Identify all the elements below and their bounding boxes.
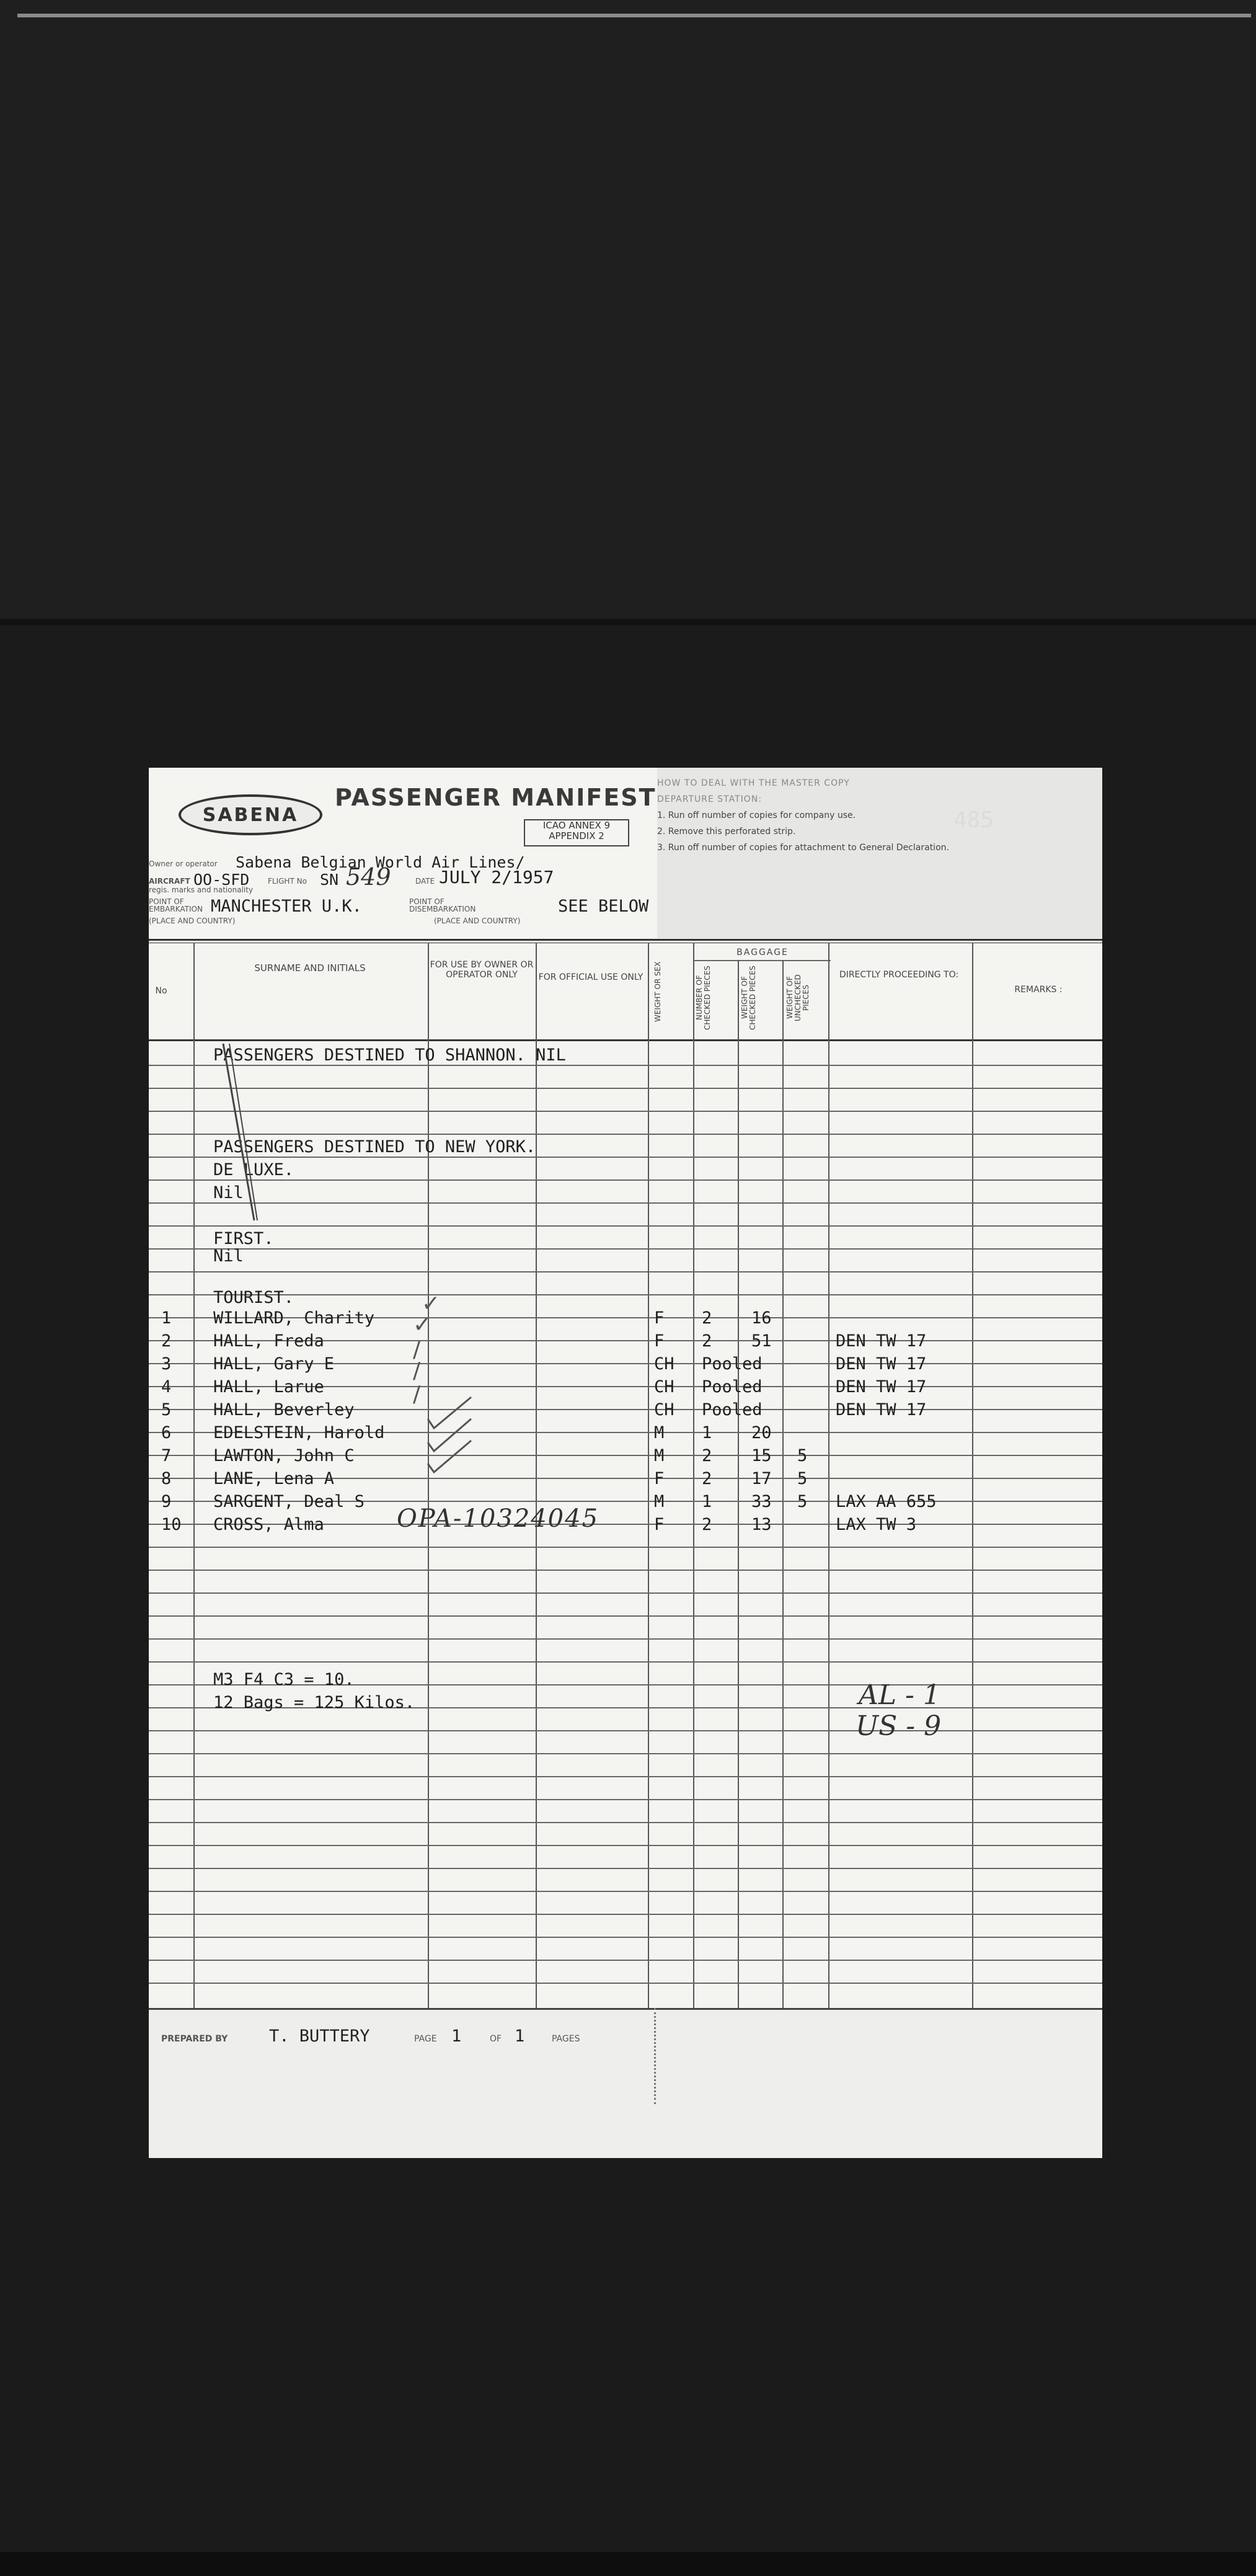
baggage-weight: 16 <box>751 1308 772 1328</box>
icao-line-1: ICAO ANNEX 9 <box>542 820 611 831</box>
col-remarks: REMARKS : <box>1014 985 1063 995</box>
passenger-sex: M <box>654 1423 665 1442</box>
proceeding-to: LAX AA 655 <box>836 1492 937 1511</box>
ruled-line <box>149 1937 1102 1938</box>
totals-line-1: M3 F4 C3 = 10. <box>213 1670 355 1689</box>
film-edge-strip <box>17 14 1251 17</box>
ruled-line <box>149 1776 1102 1777</box>
col-official-use: FOR OFFICIAL USE ONLY <box>538 972 643 982</box>
ruled-line <box>149 1570 1102 1571</box>
passenger-sex: M <box>654 1492 665 1511</box>
pages-label: PAGES <box>552 2034 580 2044</box>
baggage-unchecked: 5 <box>797 1446 808 1465</box>
baggage-unchecked: 5 <box>797 1469 808 1488</box>
baggage-pieces: 2 <box>702 1308 712 1328</box>
ruled-line <box>149 1547 1102 1548</box>
proceeding-to: DEN TW 17 <box>836 1331 927 1351</box>
embark-value: MANCHESTER U.K. <box>211 897 362 916</box>
film-bottom-edge <box>0 2552 1256 2576</box>
col-bag-number: NUMBER OF CHECKED PIECES <box>695 966 712 1030</box>
ruled-line <box>149 1799 1102 1800</box>
disembark-value: SEE BELOW <box>558 897 649 916</box>
ruled-line <box>149 1868 1102 1869</box>
film-top-frame <box>0 0 1256 620</box>
ruled-line <box>149 1134 1102 1135</box>
passenger-sex: CH <box>654 1400 674 1419</box>
ruled-line <box>149 1983 1102 1984</box>
baggage-weight: 20 <box>751 1423 772 1442</box>
instruction-line: 2. Remove this perforated strip. <box>657 827 796 837</box>
instructions-block <box>657 775 949 856</box>
ruled-line <box>149 1202 1102 1204</box>
ruled-line <box>149 1730 1102 1731</box>
aircraft-label: AIRCRAFT <box>149 877 190 886</box>
baggage-header-rule <box>694 960 831 961</box>
ruled-line <box>149 1592 1102 1594</box>
disembark-sublabel: (PLACE AND COUNTRY) <box>434 917 521 925</box>
baggage-weight: 13 <box>751 1515 772 1534</box>
section-first-nil: Nil <box>213 1246 244 1266</box>
section-deluxe-nil: Nil <box>213 1183 244 1202</box>
baggage-pieces: Pooled <box>702 1400 763 1419</box>
handwritten-passport-number: OPA-10324045 <box>397 1504 599 1533</box>
ruled-line <box>149 1891 1102 1892</box>
ruled-line <box>149 1248 1102 1250</box>
passenger-sex: F <box>654 1308 665 1328</box>
page-label: PAGE <box>414 2034 437 2044</box>
passenger-number: 10 <box>161 1515 182 1534</box>
document-title: PASSENGER MANIFEST <box>335 784 657 811</box>
flight-number: 549 <box>346 863 391 890</box>
baggage-pieces: 1 <box>702 1492 712 1511</box>
ruled-line <box>149 1845 1102 1846</box>
passenger-sex: CH <box>654 1354 674 1374</box>
section-shannon: PASSENGERS DESTINED TO SHANNON. NIL <box>213 1046 566 1065</box>
instructions-title: HOW TO DEAL WITH THE MASTER COPY <box>657 778 850 788</box>
of-label: OF <box>490 2034 502 2044</box>
baggage-pieces: Pooled <box>702 1377 763 1397</box>
flight-label: FLIGHT No <box>268 877 307 886</box>
passenger-name: LAWTON, John C <box>213 1446 355 1465</box>
passenger-sex: F <box>654 1515 665 1534</box>
baggage-weight: 15 <box>751 1446 772 1465</box>
icao-box <box>524 819 629 846</box>
baggage-pieces: 1 <box>702 1423 712 1442</box>
frame-number: 485 <box>953 807 994 833</box>
icao-line-2: APPENDIX 2 <box>549 830 604 842</box>
table-row <box>149 1400 1102 1423</box>
check-mark-icon: ✓ <box>413 1312 432 1338</box>
aircraft-sublabel: regis. marks and nationality <box>149 886 254 894</box>
footer-rule <box>149 2008 1102 2010</box>
handwritten-remark-2: US - 9 <box>856 1710 942 1742</box>
sabena-logo: SABENA <box>179 794 322 835</box>
section-newyork: PASSENGERS DESTINED TO NEW YORK. <box>213 1137 536 1157</box>
passenger-name: SARGENT, Deal S <box>213 1492 365 1511</box>
section-deluxe: DE LUXE. <box>213 1160 294 1179</box>
ruled-line <box>149 1822 1102 1823</box>
passenger-name: CROSS, Alma <box>213 1515 324 1534</box>
header-rule <box>149 939 1102 941</box>
proceeding-to: DEN TW 17 <box>836 1354 927 1374</box>
passenger-number: 5 <box>161 1400 172 1419</box>
proceeding-to: DEN TW 17 <box>836 1400 927 1419</box>
date-label: DATE <box>415 877 435 886</box>
baggage-weight: 51 <box>751 1331 772 1351</box>
perforation-line <box>654 2008 656 2104</box>
table-row <box>149 1492 1102 1515</box>
strike-marks <box>211 1041 273 1227</box>
ruled-line <box>149 1225 1102 1227</box>
col-proceeding: DIRECTLY PROCEEDING TO: <box>839 970 959 980</box>
ruled-line <box>149 1753 1102 1754</box>
passenger-number: 6 <box>161 1423 172 1442</box>
owner-value: Sabena Belgian World Air Lines/ <box>236 853 525 871</box>
instruction-line: 3. Run off number of copies for attachment to General Declaration. <box>657 843 949 853</box>
prepared-label: PREPARED BY <box>161 2034 228 2044</box>
ruled-line <box>149 1088 1102 1089</box>
check-strokes <box>422 1394 496 1493</box>
proceeding-to: DEN TW 17 <box>836 1377 927 1397</box>
table-row <box>149 1515 1102 1538</box>
ruled-line <box>149 1914 1102 1915</box>
flight-prefix: SN <box>320 871 339 889</box>
table-row <box>149 1423 1102 1446</box>
col-owner-use: FOR USE BY OWNER OR OPERATOR ONLY <box>430 960 534 980</box>
ruled-line <box>149 1065 1102 1066</box>
passenger-number: 3 <box>161 1354 172 1374</box>
ruled-line <box>149 1615 1102 1617</box>
passenger-sex: M <box>654 1446 665 1465</box>
passenger-sex: F <box>654 1331 665 1351</box>
col-weight-sex: WEIGHT OR SEX <box>653 961 662 1022</box>
proceeding-to: LAX TW 3 <box>836 1515 917 1534</box>
table-row <box>149 1331 1102 1354</box>
passenger-number: 8 <box>161 1469 172 1488</box>
passenger-number: 1 <box>161 1308 172 1328</box>
baggage-pieces: 2 <box>702 1515 712 1534</box>
ruled-line <box>149 1271 1102 1272</box>
instructions-subtitle: DEPARTURE STATION: <box>657 794 763 804</box>
baggage-unchecked: 5 <box>797 1492 808 1511</box>
owner-label: Owner or operator <box>149 859 218 868</box>
passenger-number: 2 <box>161 1331 172 1351</box>
disembark-label: POINT OF DISEMBARKATION <box>409 897 476 913</box>
table-row <box>149 1308 1102 1331</box>
check-mark-icon: / <box>413 1337 421 1362</box>
table-row <box>149 1446 1102 1469</box>
passenger-name: HALL, Gary E <box>213 1354 335 1374</box>
table-row <box>149 1469 1102 1492</box>
passenger-number: 4 <box>161 1377 172 1397</box>
col-name: SURNAME AND INITIALS <box>254 962 366 974</box>
baggage-weight: 17 <box>751 1469 772 1488</box>
ruled-line <box>149 1157 1102 1158</box>
passenger-name: HALL, Beverley <box>213 1400 355 1419</box>
passenger-sex: F <box>654 1469 665 1488</box>
passenger-number: 9 <box>161 1492 172 1511</box>
passenger-sex: CH <box>654 1377 674 1397</box>
table-row <box>149 1354 1102 1377</box>
baggage-pieces: 2 <box>702 1446 712 1465</box>
ruled-line <box>149 1111 1102 1112</box>
of-value: 1 <box>515 2027 525 2046</box>
ruled-line <box>149 1179 1102 1181</box>
column-header-rule <box>149 1039 1102 1041</box>
handwritten-remark-1: AL - 1 <box>859 1679 940 1711</box>
date-value: JULY 2/1957 <box>439 867 554 887</box>
passenger-name: LANE, Lena A <box>213 1469 335 1488</box>
col-bag-weight: WEIGHT OF CHECKED PIECES <box>740 966 757 1030</box>
passenger-name: EDELSTEIN, Harold <box>213 1423 385 1442</box>
baggage-pieces: 2 <box>702 1331 712 1351</box>
ruled-line <box>149 1638 1102 1640</box>
film-frame-divider <box>0 619 1256 625</box>
col-no: No <box>155 986 167 996</box>
prepared-value: T. BUTTERY <box>269 2027 370 2046</box>
baggage-pieces: Pooled <box>702 1354 763 1374</box>
ruled-line <box>149 1960 1102 1961</box>
table-row <box>149 1377 1102 1400</box>
instruction-line: 1. Run off number of copies for company use. <box>657 811 856 820</box>
passenger-name: WILLARD, Charity <box>213 1308 375 1328</box>
manifest-sheet <box>149 768 1102 2158</box>
passenger-name: HALL, Larue <box>213 1377 324 1397</box>
check-mark-icon: ✓ <box>422 1291 441 1317</box>
passenger-number: 7 <box>161 1446 172 1465</box>
aircraft-value: OO-SFD <box>193 871 250 889</box>
baggage-weight: 33 <box>751 1492 772 1511</box>
baggage-pieces: 2 <box>702 1469 712 1488</box>
col-bag-unchecked: WEIGHT OF UNCHECKED PIECES <box>785 974 810 1021</box>
check-mark-icon: / <box>413 1382 421 1407</box>
section-tourist: TOURIST. <box>213 1288 294 1307</box>
page-value: 1 <box>451 2027 462 2046</box>
embark-sublabel: (PLACE AND COUNTRY) <box>149 917 236 925</box>
totals-line-2: 12 Bags = 125 Kilos. <box>213 1693 415 1712</box>
check-mark-icon: / <box>413 1358 421 1383</box>
embark-label: POINT OF EMBARKATION <box>149 897 203 913</box>
section-first: FIRST. <box>213 1229 274 1248</box>
ruled-line <box>149 1661 1102 1663</box>
col-baggage: BAGGAGE <box>736 948 789 957</box>
passenger-name: HALL, Freda <box>213 1331 324 1351</box>
